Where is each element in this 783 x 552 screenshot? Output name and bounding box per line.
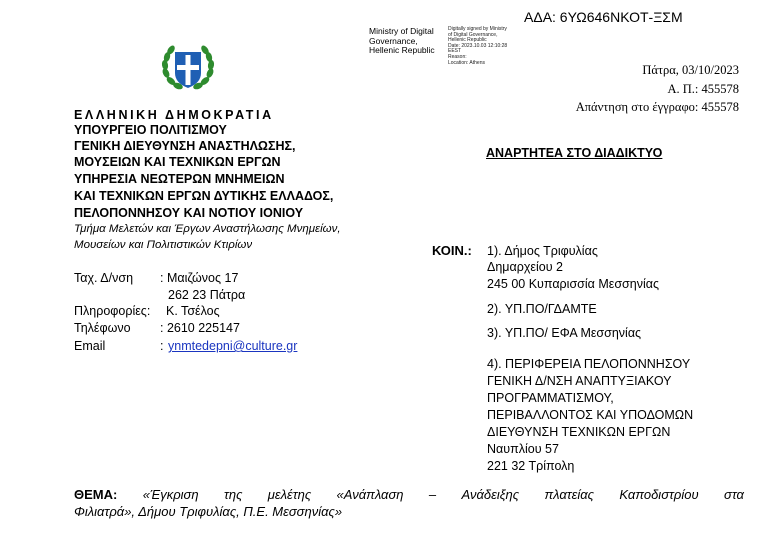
signature-detail-line: Digitally signed by Ministry	[448, 26, 507, 32]
post-online-notice: ΑΝΑΡΤΗΤΕΑ ΣΤΟ ΔΙΑΔΙΚΤΥΟ	[486, 146, 663, 160]
org-line: ΥΠΗΡΕΣΙΑ ΝΕΩΤΕΡΩΝ ΜΝΗΜΕΙΩΝ	[74, 172, 285, 186]
address-label: Ταχ. Δ/νση	[74, 271, 134, 285]
recipient-line: 3). ΥΠ.ΠΟ/ ΕΦΑ Μεσσηνίας	[487, 326, 642, 340]
subject-word: «Έγκριση	[142, 487, 199, 502]
recipient-line: 2). ΥΠ.ΠΟ/ΓΔΑΜΤΕ	[487, 302, 597, 316]
recipient-line: ΓΕΝΙΚΗ Δ/ΝΣΗ ΑΝΑΠΤΥΞΙΑΚΟΥ	[487, 374, 672, 388]
signature-details	[448, 27, 507, 66]
signature-detail-line: Hellenic Republic	[448, 37, 487, 44]
subject-word: Ανάδειξης	[461, 487, 520, 502]
ada-number: ΑΔΑ: 6ΥΩ646ΝΚΟΤ-ΞΣΜ	[524, 9, 683, 25]
place-date: Πάτρα, 03/10/2023	[642, 63, 739, 77]
recipient-line: 245 00 Κυπαρισσία Μεσσηνίας	[487, 277, 659, 291]
recipient-line: ΔΙΕΥΘΥΝΣΗ ΤΕΧΝΙΚΩΝ ΕΡΓΩΝ	[487, 425, 671, 439]
signature-detail-line: EEST	[448, 48, 462, 55]
subject-word: Καποδιστρίου	[619, 487, 699, 502]
recipient-line: ΠΕΡΙΒΑΛΛΟΝΤΟΣ ΚΑΙ ΥΠΟΔΟΜΩΝ	[487, 408, 694, 422]
subject-block	[74, 486, 744, 520]
phone-label: Τηλέφωνο	[74, 321, 131, 335]
signature-detail-line: Location: Athens	[448, 59, 485, 66]
phone-value: : 2610 225147	[160, 321, 240, 335]
email-label: Email	[74, 339, 106, 353]
recipient-line: ΠΡΟΓΡΑΜΜΑΤΙΣΜΟΥ,	[487, 391, 614, 405]
org-line: ΥΠΟΥΡΓΕΙΟ ΠΟΛΙΤΙΣΜΟΥ	[74, 123, 227, 137]
recipient-line: Δημαρχείου 2	[487, 260, 563, 274]
signature-detail-line: Date: 2023.10.03 12:10:28	[448, 42, 508, 49]
recipient-line: 1). Δήμος Τριφυλίας	[487, 244, 598, 258]
coat-of-arms-icon	[160, 43, 216, 93]
subject-word: –	[428, 487, 437, 502]
recipient-line: 4). ΠΕΡΙΦΕΡΕΙΑ ΠΕΛΟΠΟΝΝΗΣΟΥ	[487, 357, 691, 371]
org-line: ΚΑΙ ΤΕΧΝΙΚΩΝ ΕΡΓΩΝ ΔΥΤΙΚΗΣ ΕΛΛΑΔΟΣ,	[74, 189, 334, 203]
department-line: Τμήμα Μελετών και Έργων Αναστήλωσης Μνημείων,	[74, 223, 341, 235]
email-colon: :	[160, 339, 164, 353]
protocol-number: Α. Π.: 455578	[667, 82, 739, 96]
hellenic-republic-emblem	[160, 43, 216, 98]
signature-detail-line: of Digital Governance,	[448, 31, 498, 38]
recipient-line: 221 32 Τρίπολη	[487, 459, 575, 473]
signer-line: Hellenic Republic	[369, 45, 435, 55]
subject-word: μελέτης	[267, 487, 312, 502]
subject-word: της	[224, 487, 243, 502]
signature-detail-line: Reason:	[448, 53, 467, 60]
address-line: : Μαιζώνος 17	[160, 271, 239, 285]
signer-line: Ministry of Digital	[369, 26, 434, 36]
signer-line: Governance,	[369, 35, 418, 46]
info-value: Κ. Τσέλος	[166, 304, 220, 318]
subject-line-2: Φιλιατρά», Δήμου Τριφυλίας, Π.Ε. Μεσσηνίας»	[74, 504, 343, 519]
digital-signer	[369, 27, 435, 56]
reply-reference: Απάντηση στο έγγραφο: 455578	[575, 100, 739, 114]
address-city: 262 23 Πάτρα	[168, 288, 246, 302]
department-line: Μουσείων και Πολιτιστικών Κτιρίων	[74, 239, 253, 251]
org-line: ΠΕΛΟΠΟΝΝΗΣΟΥ ΚΑΙ ΝΟΤΙΟΥ ΙΟΝΙΟΥ	[74, 206, 304, 220]
recipient-line: Ναυπλίου 57	[487, 442, 559, 456]
subject-word: στα	[724, 487, 744, 502]
org-line: ΕΛΛΗΝΙΚΗ ΔΗΜΟΚΡΑΤΙΑ	[74, 108, 274, 122]
org-line: ΓΕΝΙΚΗ ΔΙΕΥΘΥΝΣΗ ΑΝΑΣΤΗΛΩΣΗΣ,	[74, 139, 296, 153]
info-label: Πληροφορίες:	[74, 304, 151, 318]
subject-line-1	[74, 486, 744, 503]
recipients-label: ΚΟΙΝ.:	[432, 243, 472, 258]
subject-word: «Ανάπλαση	[336, 487, 404, 502]
email-link[interactable]: ynmtedepni@culture.gr	[168, 339, 298, 353]
subject-label: ΘΕΜΑ:	[74, 487, 118, 502]
org-line: ΜΟΥΣΕΙΩΝ ΚΑΙ ΤΕΧΝΙΚΩΝ ΕΡΓΩΝ	[74, 155, 281, 169]
subject-word: πλατείας	[544, 487, 595, 502]
